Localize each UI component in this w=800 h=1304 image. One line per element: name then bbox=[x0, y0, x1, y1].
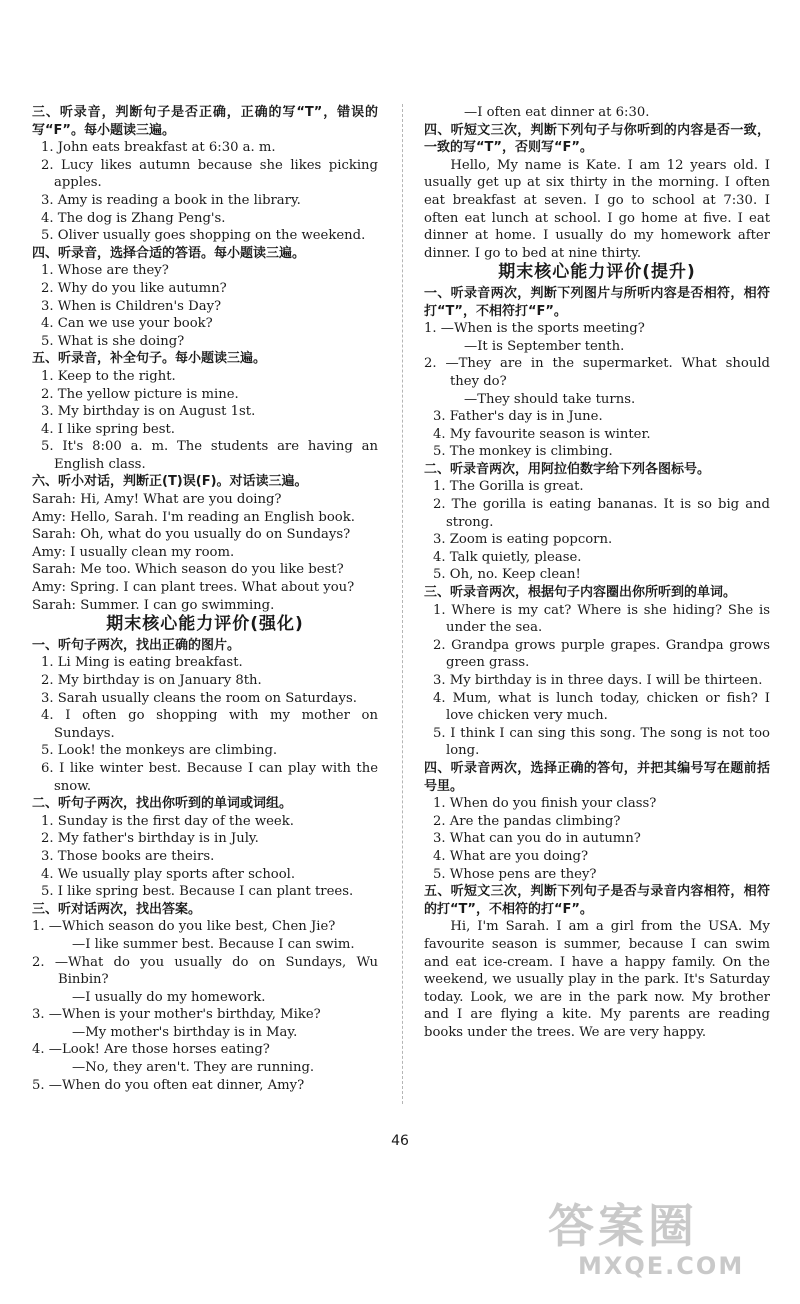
right-column bbox=[424, 104, 770, 1041]
item-text: 5. What is she doing? bbox=[41, 333, 185, 349]
item-text: 6. I like winter best. Because I can play with the snow. bbox=[41, 760, 378, 794]
passage-paragraph: Hello, My name is Kate. I am 12 years old. I usually get up at six thirty in the morning. I often eat breakfast at seven. I go to school at 7:30. I often eat lunch at school. I go home at five. I eat dinner at home. I usually do my homework after dinner. I go to bed at nine thirty. bbox=[424, 157, 770, 261]
item-text: 4. We usually play sports after school. bbox=[41, 866, 296, 882]
item-text: 3. Those books are theirs. bbox=[41, 848, 215, 864]
item-text: 2. My birthday is on January 8th. bbox=[41, 673, 262, 688]
dialogue-line: Amy: Spring. I can plant trees. What about you? bbox=[32, 580, 355, 596]
item-text: 2. Lucy likes autumn because she likes picking apples. bbox=[41, 157, 378, 191]
item-text: 4. Can we use your book? bbox=[41, 316, 213, 332]
section-heading: 四、听录音两次，选择正确的答句，并把其编号写在题前括号里。 bbox=[424, 760, 770, 794]
item-text: 3. My birthday is on August 1st. bbox=[41, 404, 256, 420]
section-heading: 六、听小对话，判断正(T)误(F)。对话读三遍。 bbox=[32, 474, 308, 490]
passage-paragraph: Hi, I'm Sarah. I am a girl from the USA. My favourite season is summer, because I can swim and eat ice-cream. I have a happy family. On the weekend, we usually play in the park. It's Saturday today. Look, we are in the park now. My brother and I are flying a kite. My parents are reading books under the trees. We are very happy. bbox=[424, 919, 770, 1040]
item-text: 5. Oh, no. Keep clean! bbox=[433, 567, 581, 583]
item-text: 1. Where is my cat? Where is she hiding? She is under the sea. bbox=[433, 602, 770, 636]
dialogue-line: Sarah: Hi, Amy! What are you doing? bbox=[32, 492, 282, 508]
dialogue-line: Amy: I usually clean my room. bbox=[32, 544, 235, 560]
item-text: 4. Mum, what is lunch today, chicken or fish? I love chicken very much. bbox=[433, 690, 770, 724]
item-text: 3. When is Children's Day? bbox=[41, 298, 222, 314]
item-text: 5. The monkey is climbing. bbox=[433, 444, 613, 460]
item-text: 2. Why do you like autumn? bbox=[41, 280, 227, 296]
dialogue-reply: —No, they aren't. They are running. bbox=[72, 1060, 315, 1076]
item-text: 1. The Gorilla is great. bbox=[433, 479, 584, 495]
item-text: 4. The dog is Zhang Peng's. bbox=[41, 210, 226, 226]
watermark bbox=[548, 1190, 774, 1286]
page-number: 46 bbox=[391, 1133, 409, 1149]
dialogue-line: 4. —Look! Are those horses eating? bbox=[32, 1042, 270, 1058]
dialogue-line: 2. —What do you usually do on Sundays, Wu Binbin? bbox=[32, 954, 378, 988]
watermark-url: MXQE.COM bbox=[578, 1252, 745, 1280]
part-title: 期末核心能力评价(强化) bbox=[106, 614, 304, 635]
item-text: 1. Whose are they? bbox=[41, 263, 169, 279]
item-text: 4. Talk quietly, please. bbox=[433, 549, 582, 565]
dialogue-reply: —They should take turns. bbox=[464, 391, 636, 407]
column-divider bbox=[402, 104, 403, 1104]
dialogue-reply: —It is September tenth. bbox=[464, 338, 625, 354]
section-heading: 五、听录音，补全句子。每小题读三遍。 bbox=[32, 351, 267, 367]
part-title: 期末核心能力评价(提升) bbox=[498, 262, 696, 283]
section-heading: 一、听录音两次，判断下列图片与所听内容是否相符，相符打“T”，不相符打“F”。 bbox=[424, 285, 770, 319]
item-text: 1. Sunday is the first day of the week. bbox=[41, 813, 294, 829]
section-heading: 四、听录音，选择合适的答语。每小题读三遍。 bbox=[32, 245, 306, 261]
dialogue-line: Sarah: Summer. I can go swimming. bbox=[32, 597, 275, 613]
section-heading: 五、听短文三次，判断下列句子是否与录音内容相符，相符的打“T”，不相符的打“F”。 bbox=[424, 884, 770, 917]
item-text: 3. Zoom is eating popcorn. bbox=[433, 532, 613, 548]
item-text: 5. Whose pens are they? bbox=[433, 866, 597, 882]
item-text: 4. My favourite season is winter. bbox=[433, 426, 651, 442]
section-heading: 二、听录音两次，用阿拉伯数字给下列各图标号。 bbox=[424, 461, 711, 477]
dialogue-reply: —I usually do my homework. bbox=[72, 989, 266, 1005]
item-text: 4. I like spring best. bbox=[41, 421, 175, 437]
item-text: 2. The yellow picture is mine. bbox=[41, 386, 239, 402]
dialogue-line: Sarah: Oh, what do you usually do on Sundays? bbox=[32, 527, 351, 543]
item-text: 5. It's 8:00 a. m. The students are having an English class. bbox=[41, 439, 378, 472]
item-text: 3. What can you do in autumn? bbox=[433, 831, 641, 847]
item-text: 1. Keep to the right. bbox=[41, 368, 176, 384]
item-text: 5. Look! the monkeys are climbing. bbox=[41, 743, 278, 759]
section-heading: 三、听录音两次，根据句子内容圈出你所听到的单词。 bbox=[424, 585, 737, 601]
dialogue-line: Sarah: Me too. Which season do you like best? bbox=[32, 562, 344, 578]
item-text: 5. I like spring best. Because I can plant trees. bbox=[41, 884, 354, 900]
section-heading: 三、听录音，判断句子是否正确，正确的写“T”，错误的写“F”。每小题读三遍。 bbox=[32, 105, 378, 138]
item-text: 3. Sarah usually cleans the room on Saturdays. bbox=[41, 690, 357, 706]
item-text: 3. Amy is reading a book in the library. bbox=[41, 192, 301, 208]
item-text: 1. When do you finish your class? bbox=[433, 796, 657, 812]
item-text: 2. Grandpa grows purple grapes. Grandpa grows green grass. bbox=[433, 637, 770, 671]
dialogue-line: Amy: Hello, Sarah. I'm reading an English book. bbox=[32, 509, 355, 525]
item-text: 2. The gorilla is eating bananas. It is so big and strong. bbox=[433, 497, 770, 530]
left-column bbox=[32, 104, 378, 1094]
section-heading: 二、听句子两次，找出你听到的单词或词组。 bbox=[32, 796, 293, 812]
watermark-logo: 答案圈 bbox=[548, 1199, 698, 1253]
item-text: 5. Oliver usually goes shopping on the weekend. bbox=[41, 228, 366, 244]
section-heading: 三、听对话两次，找出答案。 bbox=[32, 901, 202, 917]
item-text: 2. My father's birthday is in July. bbox=[41, 831, 259, 847]
dialogue-line: 1. —Which season do you like best, Chen Jie? bbox=[32, 919, 336, 935]
dialogue-reply: —My mother's birthday is in May. bbox=[72, 1024, 298, 1040]
item-text: 4. What are you doing? bbox=[433, 848, 589, 864]
dialogue-line: 2. —They are in the supermarket. What should they do? bbox=[424, 356, 770, 389]
dialogue-reply: —I often eat dinner at 6:30. bbox=[464, 105, 650, 120]
dialogue-line: 3. —When is your mother's birthday, Mike? bbox=[32, 1007, 321, 1023]
item-text: 1. John eats breakfast at 6:30 a. m. bbox=[41, 140, 276, 156]
section-heading: 四、听短文三次，判断下列句子与你听到的内容是否一致，一致的写“T”，否则写“F”。 bbox=[424, 122, 770, 156]
item-text: 3. My birthday is in three days. I will be thirteen. bbox=[433, 673, 763, 688]
dialogue-line: 5. —When do you often eat dinner, Amy? bbox=[32, 1077, 305, 1093]
item-text: 4. I often go shopping with my mother on Sundays. bbox=[41, 708, 378, 741]
item-text: 2. Are the pandas climbing? bbox=[433, 813, 621, 829]
item-text: 5. I think I can sing this song. The song is not too long. bbox=[433, 725, 770, 759]
section-heading: 一、听句子两次，找出正确的图片。 bbox=[32, 637, 241, 653]
item-text: 1. Li Ming is eating breakfast. bbox=[41, 655, 243, 671]
dialogue-reply: —I like summer best. Because I can swim. bbox=[72, 936, 355, 952]
dialogue-line: 1. —When is the sports meeting? bbox=[424, 321, 645, 337]
item-text: 3. Father's day is in June. bbox=[433, 409, 603, 425]
